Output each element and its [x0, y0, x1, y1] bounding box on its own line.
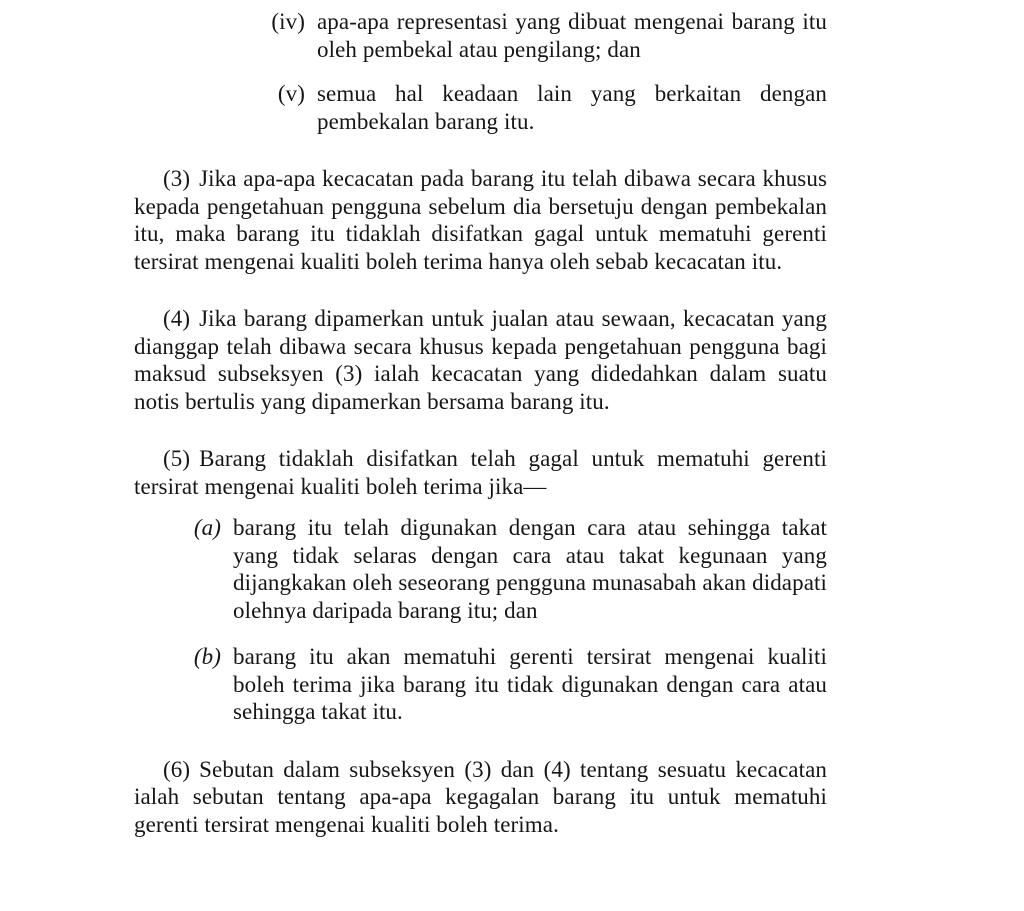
list-item-b-label: (b): [193, 644, 221, 669]
list-item-v-text: semua hal keadaan lain yang berkaitan dengan pembekalan barang itu.: [317, 81, 827, 134]
paragraph-6-number: (6): [163, 756, 191, 782]
list-item-b-text: barang itu akan mematuhi gerenti tersirat mengenai kualiti boleh terima jika barang itu tidak digunakan dengan cara atau sehingga takat itu.: [233, 644, 827, 724]
list-item-a-text: barang itu telah digunakan dengan cara atau sehingga takat yang tidak selaras dengan cara atau takat kegunaan yang dijangkakan oleh seseorang pengguna munasabah akan didapati olehnya daripada barang itu; dan: [233, 515, 827, 623]
paragraph-3-text: Jika apa-apa kecacatan pada barang itu telah dibawa secara khusus kepada pengetahuan pengguna sebelum dia bersetuju dengan pembekalan itu, maka barang itu tidaklah disifatkan gagal untuk mematuhi gerenti tersirat mengenai kualiti boleh terima hanya oleh sebab kecacatan itu.: [134, 166, 827, 274]
paragraph-6: [134, 756, 827, 839]
paragraph-5-text: Barang tidaklah disifatkan telah gagal untuk mematuhi gerenti tersirat mengenai kualiti boleh terima jika—: [134, 446, 827, 499]
list-item-iv-text: apa-apa representasi yang dibuat mengenai barang itu oleh pembekal atau pengilang; dan: [317, 9, 827, 62]
list-item-a-label: (a): [193, 515, 221, 540]
list-item-iv: [271, 8, 827, 63]
paragraph-5: [134, 445, 827, 500]
paragraph-4-text: Jika barang dipamerkan untuk jualan atau sewaan, kecacatan yang dianggap telah dibawa secara khusus kepada pengetahuan pengguna bagi maksud subseksyen (3) ialah kecacatan yang didedahkan dalam suatu notis bertulis yang dipamerkan bersama barang itu.: [134, 306, 827, 414]
statute-text-column: [134, 8, 827, 838]
paragraph-5-number: (5): [163, 446, 191, 471]
list-item-a: [193, 514, 827, 624]
list-item-b: [193, 643, 827, 726]
list-item-iv-label: (iv): [271, 9, 305, 34]
paragraph-4: [134, 305, 827, 415]
paragraph-3-number: (3): [163, 166, 191, 191]
list-item-v: [277, 80, 827, 135]
paragraph-6-text: Sebutan dalam subseksyen (3) dan (4) tentang sesuatu kecacatan ialah sebutan tentang apa-apa kegagalan barang itu untuk mematuhi gerenti tersirat mengenai kualiti boleh terima.: [134, 756, 827, 837]
list-item-v-label: (v): [277, 81, 305, 106]
paragraph-4-number: (4): [163, 306, 191, 331]
paragraph-3: [134, 165, 827, 275]
